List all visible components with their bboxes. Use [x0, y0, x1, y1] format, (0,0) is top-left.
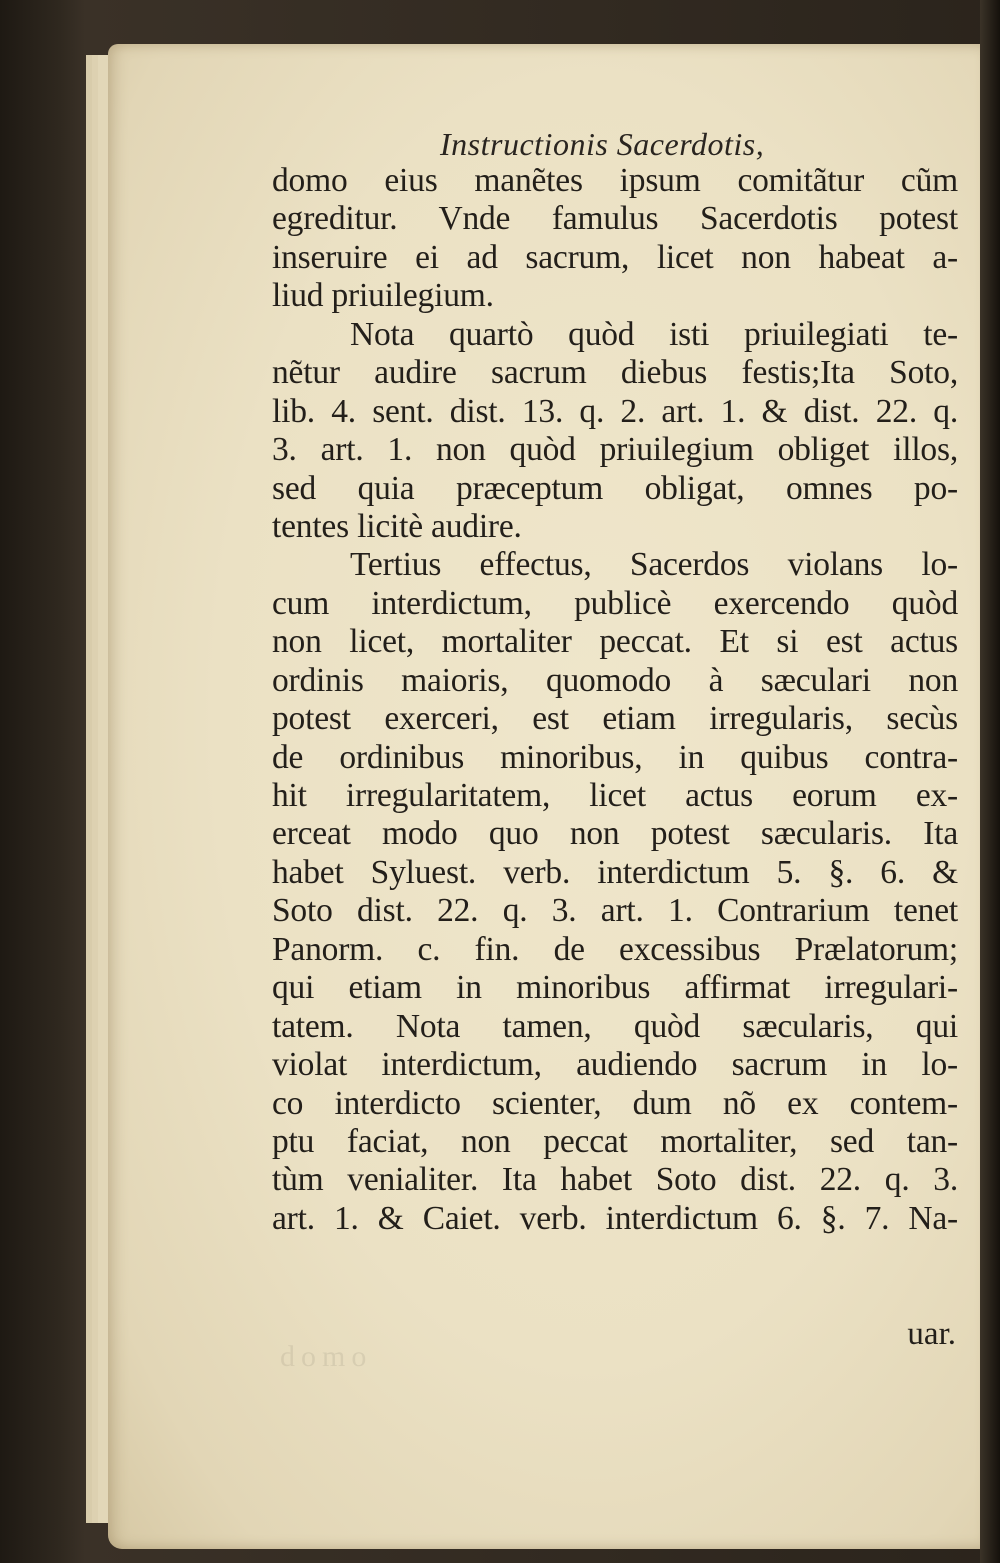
text-line: art. 1. & Caiet. verb. interdictum 6. §. 7. Na-	[272, 1199, 958, 1237]
bleed-through-text: domo	[280, 1340, 373, 1373]
text-line: non licet, mortaliter peccat. Et si est actus	[272, 623, 958, 661]
text-line: inseruire ei ad sacrum, licet non habeat a-	[272, 238, 958, 276]
book-spine	[980, 0, 1000, 1563]
text-line: tatem. Nota tamen, quòd sæcularis, qui	[272, 1007, 958, 1045]
text-line: erceat modo quo non potest sæcularis. Ita	[272, 815, 958, 853]
text-line: tentes licitè audire.	[272, 507, 522, 545]
running-head: Instructionis Sacerdotis,	[440, 126, 765, 162]
text-line: qui etiam in minoribus affirmat irregulari-	[272, 969, 958, 1007]
text-line: co interdicto scienter, dum nõ ex contem-	[272, 1084, 958, 1122]
text-line: ptu faciat, non peccat mortaliter, sed tan-	[272, 1122, 958, 1160]
text-line: hit irregularitatem, licet actus eorum ex-	[272, 777, 958, 814]
text-line: liud priuilegium.	[272, 277, 494, 315]
text-line: Panorm. c. fin. de excessibus Prælatorum;	[272, 930, 958, 968]
text-line: nẽtur audire sacrum diebus festis;Ita Soto,	[272, 354, 958, 392]
catchword: uar.	[907, 1316, 956, 1352]
text-line: cum interdictum, publicè exercendo quòd	[272, 584, 958, 622]
body-text	[272, 162, 958, 1238]
text-line: domo eius manẽtes ipsum comitãtur cũm	[272, 162, 958, 199]
text-line: sed quia præceptum obligat, omnes po-	[272, 469, 958, 507]
text-line: violat interdictum, audiendo sacrum in lo-	[272, 1046, 958, 1084]
text-line: Soto dist. 22. q. 3. art. 1. Contrarium tenet	[272, 892, 958, 930]
text-line: de ordinibus minoribus, in quibus contra-	[272, 738, 958, 776]
text-line: egreditur. Vnde famulus Sacerdotis potest	[272, 200, 958, 238]
text-line: lib. 4. sent. dist. 13. q. 2. art. 1. & dist. 22. q.	[272, 392, 958, 430]
text-line: tùm venialiter. Ita habet Soto dist. 22. q. 3.	[272, 1161, 958, 1199]
text-line: Tertius effectus, Sacerdos violans lo-	[350, 546, 958, 584]
text-line: Nota quartò quòd isti priuilegiati te-	[350, 315, 958, 353]
text-line: habet Syluest. verb. interdictum 5. §. 6. &	[272, 853, 958, 891]
text-line: potest exerceri, est etiam irregularis, secùs	[272, 700, 958, 738]
text-line: ordinis maioris, quomodo à sæculari non	[272, 661, 958, 699]
text-line: 3. art. 1. non quòd priuilegium obliget illos,	[272, 431, 958, 469]
